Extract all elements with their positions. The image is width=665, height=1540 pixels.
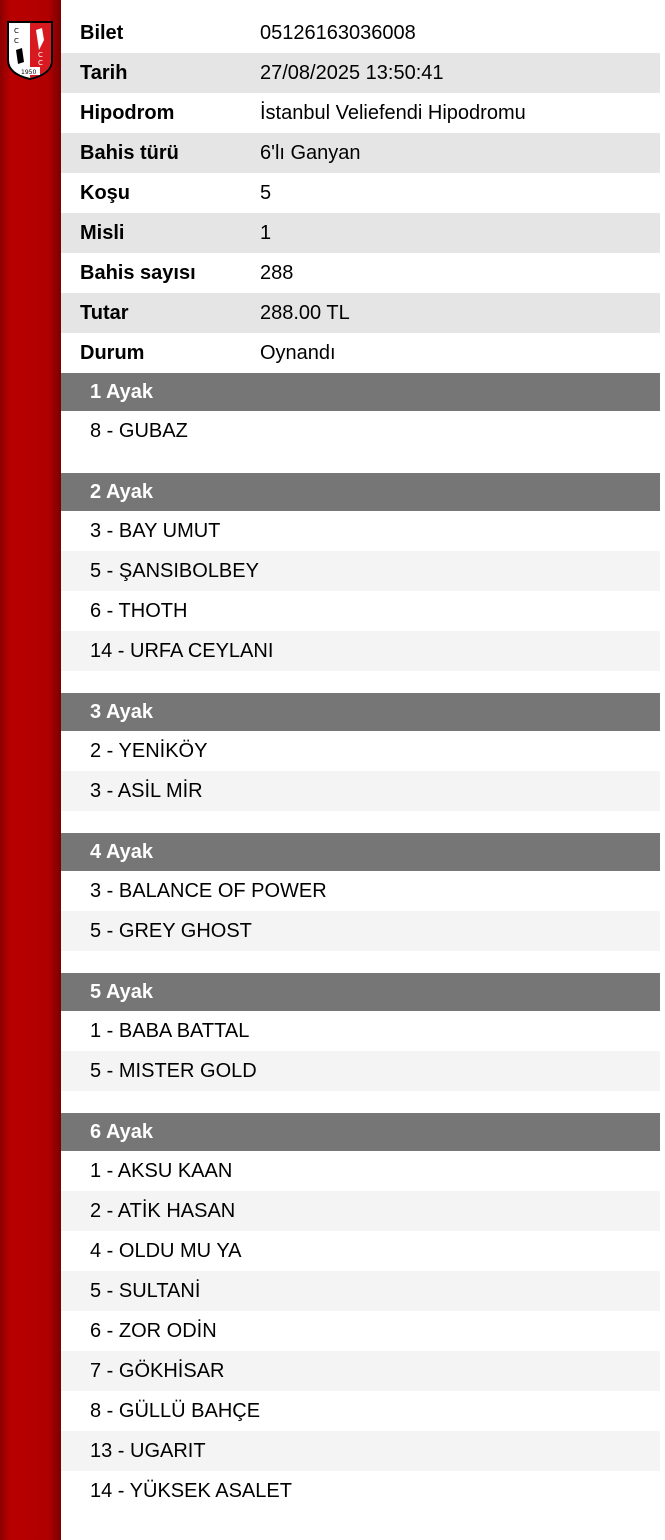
horse-item: 6 - ZOR ODİN bbox=[90, 1319, 217, 1342]
info-row bbox=[61, 13, 660, 53]
svg-text:C: C bbox=[38, 59, 43, 67]
horse-item: 4 - OLDU MU YA bbox=[90, 1239, 242, 1262]
info-label: Bahis sayısı bbox=[80, 261, 196, 284]
info-value: 1 bbox=[260, 221, 272, 244]
info-value: 288 bbox=[260, 261, 294, 284]
leg-section bbox=[61, 373, 660, 473]
horse-item: 6 - THOTH bbox=[90, 599, 188, 622]
info-value: 05126163036008 bbox=[260, 21, 416, 44]
svg-text:C: C bbox=[14, 27, 19, 35]
leg-section bbox=[61, 693, 660, 833]
info-label: Tarih bbox=[80, 61, 128, 84]
horse-item: 14 - YÜKSEK ASALET bbox=[90, 1479, 292, 1502]
info-row bbox=[61, 133, 660, 173]
horse-item: 1 - BABA BATTAL bbox=[90, 1019, 250, 1042]
horse-item: 1 - AKSU KAAN bbox=[90, 1159, 233, 1182]
info-row bbox=[61, 333, 660, 373]
horse-item: 8 - GÜLLÜ BAHÇE bbox=[90, 1399, 261, 1422]
legs-list bbox=[61, 373, 660, 1533]
horse-item: 13 - UGARIT bbox=[61, 1431, 660, 1471]
horse-item: 3 - BALANCE OF POWER bbox=[90, 879, 327, 902]
info-value: İstanbul Veliefendi Hipodromu bbox=[260, 101, 526, 124]
horse-item: 8 - GUBAZ bbox=[90, 419, 188, 442]
leg-section bbox=[61, 973, 660, 1113]
info-row bbox=[61, 213, 660, 253]
horse-item: 5 - GREY GHOST bbox=[61, 911, 660, 951]
info-value: 288.00 TL bbox=[260, 301, 350, 324]
info-label: Hipodrom bbox=[80, 101, 175, 124]
ticket-info-table bbox=[61, 13, 660, 373]
leg-header: 5 Ayak bbox=[61, 973, 660, 1011]
leg-spacer bbox=[61, 951, 660, 973]
info-value: 6'lı Ganyan bbox=[260, 141, 361, 164]
leg-header: 2 Ayak bbox=[61, 473, 660, 511]
horse-item: 14 - URFA CEYLANI bbox=[61, 631, 660, 671]
leg-section bbox=[61, 833, 660, 973]
info-label: Bilet bbox=[80, 21, 124, 44]
horse-item: 7 - GÖKHİSAR bbox=[61, 1351, 660, 1391]
leg-spacer bbox=[61, 671, 660, 693]
horse-item: 5 - ŞANSIBOLBEY bbox=[61, 551, 660, 591]
info-row bbox=[61, 93, 660, 133]
horse-item: 2 - ATİK HASAN bbox=[61, 1191, 660, 1231]
info-label: Bahis türü bbox=[80, 141, 179, 164]
horse-item: 5 - SULTANİ bbox=[61, 1271, 660, 1311]
info-value: Oynandı bbox=[260, 341, 336, 364]
leg-header: 1 Ayak bbox=[61, 373, 660, 411]
info-row bbox=[61, 293, 660, 333]
leg-section bbox=[61, 473, 660, 693]
info-row bbox=[61, 53, 660, 93]
ticket-detail bbox=[61, 13, 660, 1533]
info-value: 5 bbox=[260, 181, 272, 204]
info-label: Misli bbox=[80, 221, 125, 244]
leg-header: 6 Ayak bbox=[61, 1113, 660, 1151]
info-row bbox=[61, 253, 660, 293]
leg-spacer bbox=[61, 451, 660, 473]
leg-header: 4 Ayak bbox=[61, 833, 660, 871]
leg-section bbox=[61, 1113, 660, 1533]
info-row bbox=[61, 173, 660, 213]
club-crest-icon bbox=[6, 20, 54, 81]
sidebar bbox=[0, 0, 61, 1540]
leg-spacer bbox=[61, 1091, 660, 1113]
horse-item: 2 - YENİKÖY bbox=[90, 739, 208, 762]
info-label: Koşu bbox=[80, 181, 130, 204]
logo-year: 1950 bbox=[21, 69, 37, 76]
leg-header: 3 Ayak bbox=[61, 693, 660, 731]
svg-text:C: C bbox=[14, 37, 19, 45]
svg-text:C: C bbox=[38, 51, 43, 59]
horse-item: 5 - MISTER GOLD bbox=[61, 1051, 660, 1091]
horse-item: 3 - BAY UMUT bbox=[90, 519, 221, 542]
info-value: 27/08/2025 13:50:41 bbox=[260, 61, 444, 84]
leg-spacer bbox=[61, 1511, 660, 1533]
horse-item: 3 - ASİL MİR bbox=[61, 771, 660, 811]
info-label: Durum bbox=[80, 341, 145, 364]
info-label: Tutar bbox=[80, 301, 129, 324]
leg-spacer bbox=[61, 811, 660, 833]
